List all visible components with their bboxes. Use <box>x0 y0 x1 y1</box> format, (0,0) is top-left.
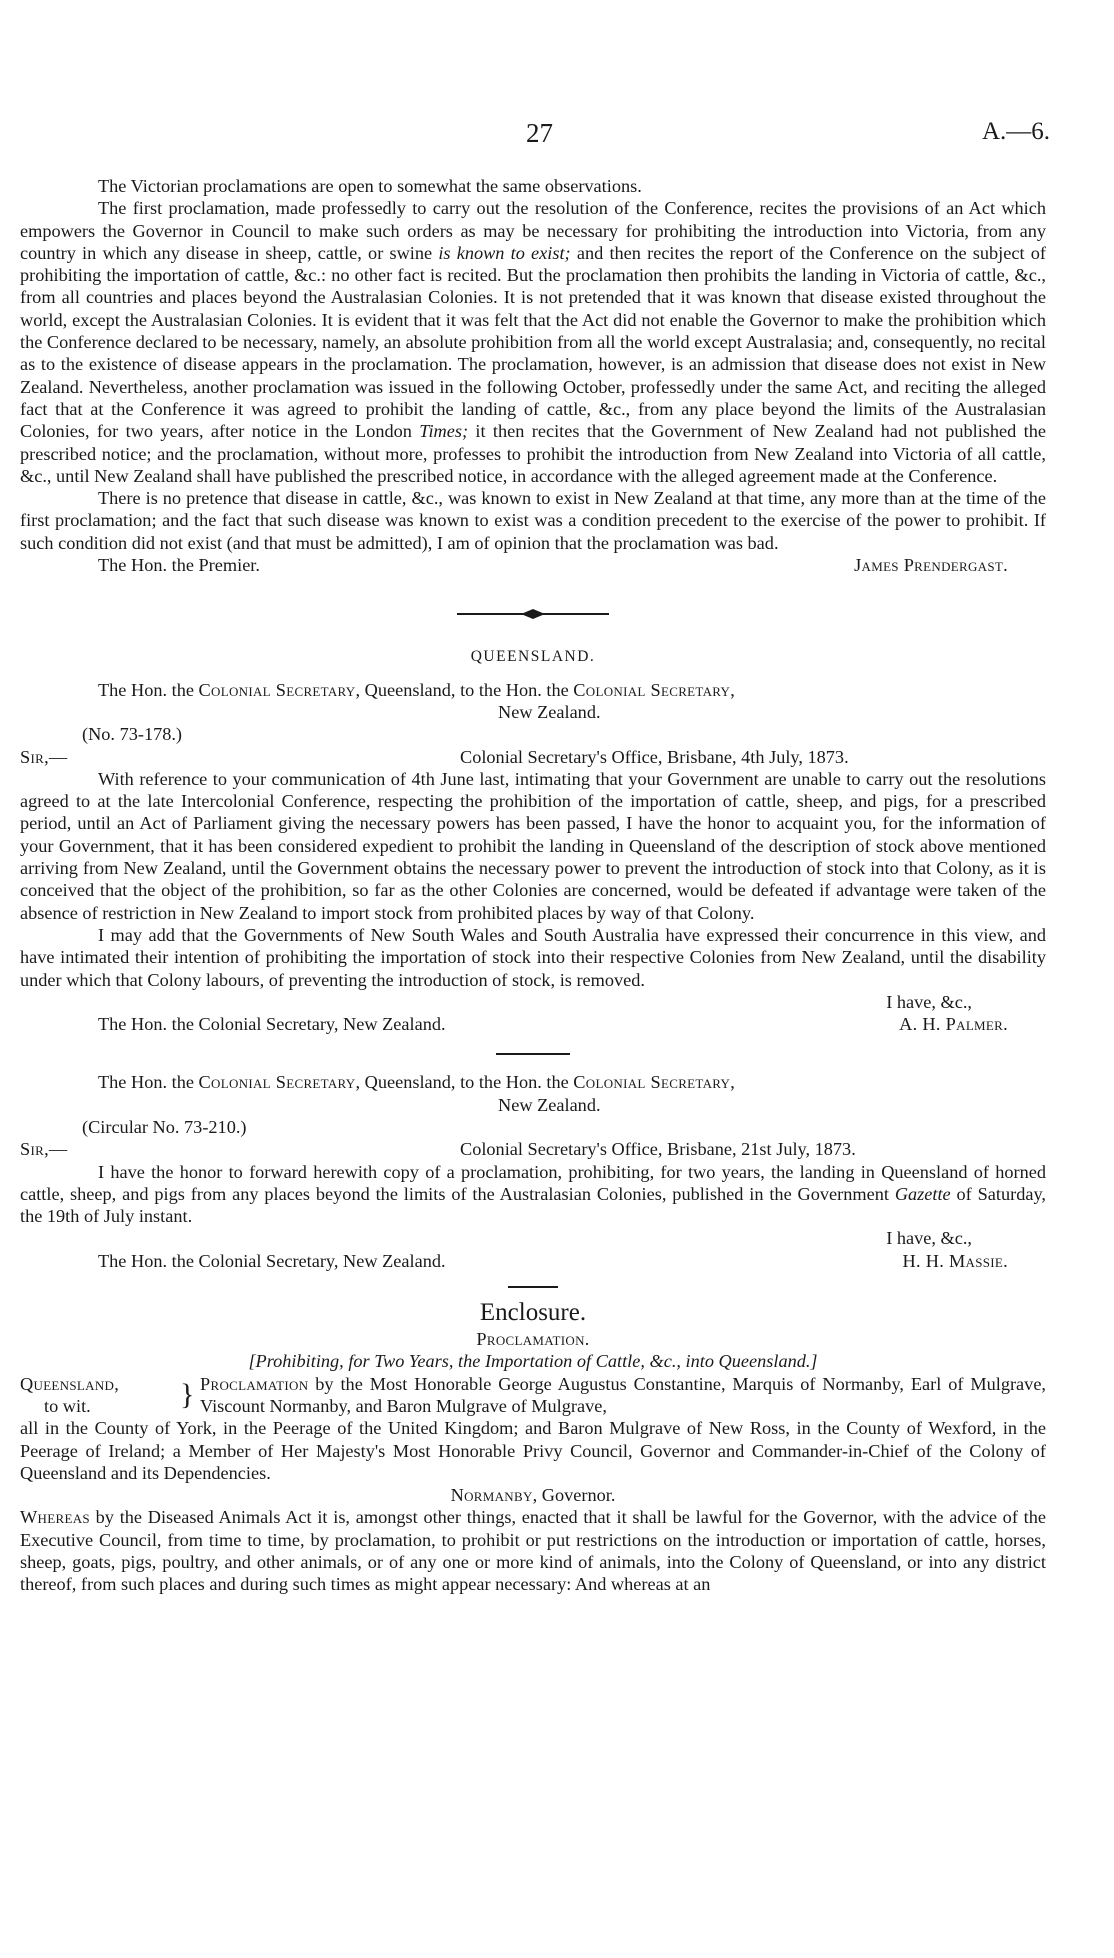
section-divider-ornament <box>20 608 1046 620</box>
letter-1-paragraph-2: I may add that the Governments of New South Wales and South Australia have expressed their concurrence in this view, and have intimated their intention of prohibiting the importation of stock into their respective Colonies from New Zealand, until the disability under which that Colony labours, of preventing the introduction of stock, is removed. <box>20 924 1046 990</box>
sc-run: Colonial Secretary <box>198 1072 356 1093</box>
salutation: Sir,— <box>20 746 68 767</box>
text-run: The Hon. the <box>98 679 199 700</box>
governor-line <box>20 1484 1046 1506</box>
signature: H. H. Massie. <box>902 1250 1008 1271</box>
text-run: by the Diseased Animals Act it is, amongst other things, enacted that it shall be lawful for the Governor, with the advice of the Executive Council, from time to time, by proclamation, to prohibit or put restrictions on the introduction or importation of cattle, horses, sheep, goats, pigs, poultry, and other animals, or of any one or more kind of animals, into the Colony of Queensland, or into any district thereof, from such places and during such times as might appear necessary: And whereas at an <box>20 1507 1046 1595</box>
page-header <box>0 118 1114 158</box>
text-run: by the Most Honorable George Augustus Constantine, Marquis of Normanby, Earl of Mulgrave, Viscount Normanby, and Baron Mulgrave of Mulgrave, <box>200 1373 1046 1416</box>
text-run: , Queensland, to the Hon. the <box>355 679 574 700</box>
victoria-signature-row <box>20 554 1046 576</box>
address-line-2: New Zealand. <box>498 701 601 722</box>
signature: James Prendergast. <box>854 555 1008 576</box>
jurisdiction-line-1: Queensland, <box>20 1373 120 1394</box>
address-line-2: New Zealand. <box>498 1094 601 1115</box>
letter-1-number: (No. 73-178.) <box>82 724 183 745</box>
text-run: it then recites that the Government of New Zealand had not published the prescribed notice; and the proclamation, without more, professes to prohibit the introduction from New Zealand into Victoria of all cattle, &c., until New Zealand shall have published the prescribed notice, in accordance with the alleged agreement made at the Conference. <box>20 421 1046 486</box>
jurisdiction-label <box>20 1373 180 1418</box>
addressee: The Hon. the Colonial Secretary, New Zealand. <box>98 1250 446 1271</box>
victoria-paragraph-2 <box>20 197 1046 487</box>
page-number: 27 <box>526 118 553 148</box>
letter-1-salutation-row <box>20 746 1046 768</box>
ornament-icon <box>457 608 609 620</box>
sc-run: Normanby <box>450 1485 533 1506</box>
text-run: , Governor. <box>532 1485 616 1506</box>
proclamation-opening-continued: all in the County of York, in the Peerage of the United Kingdom; and Baron Mulgrave of New Ross, in the County of Wexford, in the Peerage of Ireland; a Member of Her Majesty's Most Honorable Privy Council, Governor and Commander-in-Chief of the Colony of Queensland and its Dependencies. <box>20 1418 1046 1483</box>
letter-2-number: (Circular No. 73-210.) <box>82 1116 247 1137</box>
letter-2-signature-row <box>20 1250 1046 1272</box>
victoria-paragraph-1: The Victorian proclamations are open to somewhat the same observations. <box>98 176 642 196</box>
italic-run: is known to exist; <box>438 242 571 263</box>
section-title: QUEENSLAND. <box>470 648 596 666</box>
sc-run: Whereas <box>20 1507 90 1528</box>
text-run: , Queensland, to the Hon. the <box>355 1072 574 1093</box>
text-run: and then recites the report of the Conference on the subject of prohibiting the importation of cattle, &c.: no other fact is recited. But the proclamation then prohibits the landing in Victoria of cattle, &c., from all countries and places beyond the Australasian Colonies. It is not pretended that it was known that disease existed throughout the world, except the Australasian Colonies. It is evident that it was felt that the Act did not enable the Governor to make the prohibition which the Conference declared to be necessary, namely, an absolute prohibition from all the world except Australasia; and, consequently, no recital as to the existence of disease appears in the proclamation. The proclamation, however, is an admission that disease does not exist in New Zealand. Nevertheless, another proclamation was issued in the following October, professedly under the same Act, and reciting the alleged fact that at the Conference it was agreed to prohibit the landing of cattle, &c., from any place beyond the limits of the Australasian Colonies, for two years, after notice in the London <box>20 242 1046 442</box>
sc-run: Colonial Secretary <box>198 679 356 700</box>
proclamation-heading <box>20 1373 1046 1418</box>
text-run: The first proclamation, made professedly to carry out the resolution of the Conference, recites the provisions of an Act which empowers the Governor in Council to make such orders as may be necessary for prohibiting the introduction into Victoria, from any country in which any disease in sheep, cattle, or swine <box>20 198 1046 263</box>
brace-icon: } <box>180 1377 195 1411</box>
sc-run: Colonial Secretary <box>573 679 731 700</box>
letter-1-closing: I have, &c., <box>886 991 972 1012</box>
place-date: Colonial Secretary's Office, Brisbane, 21st July, 1873. <box>460 1139 856 1160</box>
letter-1-address <box>20 679 1046 724</box>
proclamation-subtitle: [Prohibiting, for Two Years, the Importation of Cattle, &c., into Queensland.] <box>248 1351 818 1372</box>
italic-run: Times; <box>419 421 469 442</box>
victoria-paragraph-3: There is no pretence that disease in cattle, &c., was known to exist in New Zealand at that time, any more than at the time of the first proclamation; and the fact that such disease was known to exist was a condition precedent to the exercise of the power to prohibit. If such condition did not exist (and that must be admitted), I am of opinion that the proclamation was bad. <box>20 488 1046 553</box>
letter-2-address <box>20 1071 1046 1116</box>
letter-2-closing: I have, &c., <box>886 1228 972 1249</box>
text-run: The Hon. the <box>98 1072 199 1093</box>
letter-2-salutation-row <box>20 1138 1046 1160</box>
proclamation-label: Proclamation. <box>476 1329 590 1350</box>
signature: A. H. Palmer. <box>899 1014 1008 1035</box>
enclosure-title: Enclosure. <box>479 1299 587 1327</box>
page-body <box>20 175 1046 1596</box>
letter-1-signature-row <box>20 1013 1046 1035</box>
text-run: of Saturday, the 19th of July instant. <box>20 1183 1046 1227</box>
letter-1-paragraph-1: With reference to your communication of 4th June last, intimating that your Government are unable to carry out the resolutions agreed to at the late Intercolonial Conference, respecting the prohibition of the importation of cattle, sheep, and pigs, for a prescribed period, until an Act of Parliament giving the necessary powers has been passed, I have the honor to acquaint you, for the information of your Government, that it has been considered expedient to prohibit the landing in Queensland of the description of stock above mentioned arriving from New Zealand, until the Government obtains the necessary power to prevent the introduction of stock into that Colony, as it is conceived that the object of the prohibition, so far as the other Colonies are concerned, would be defeated if advantage were taken of the absence of restriction in New Zealand to import stock from prohibited places by way of that Colony. <box>20 768 1046 923</box>
divider-rule <box>496 1053 570 1055</box>
divider-rule <box>508 1286 558 1288</box>
whereas-paragraph <box>20 1506 1046 1595</box>
sc-run: Proclamation <box>200 1373 309 1394</box>
text-run: , <box>730 679 735 700</box>
proclamation-opening <box>200 1373 1046 1418</box>
addressee: The Hon. the Premier. <box>98 555 260 576</box>
salutation: Sir,— <box>20 1139 68 1160</box>
jurisdiction-line-2: to wit. <box>44 1395 91 1416</box>
document-reference: A.—6. <box>981 118 1050 145</box>
letter-2-paragraph-1 <box>20 1161 1046 1228</box>
italic-run: Gazette <box>894 1183 951 1204</box>
place-date: Colonial Secretary's Office, Brisbane, 4th July, 1873. <box>460 746 849 767</box>
text-run: , <box>730 1072 735 1093</box>
text-run: I have the honor to forward herewith copy of a proclamation, prohibiting, for two years, the landing in Queensland of horned cattle, sheep, and pigs from any places beyond the limits of the Australasian Colonies, published in the Government <box>20 1161 1046 1204</box>
addressee: The Hon. the Colonial Secretary, New Zealand. <box>98 1014 446 1035</box>
sc-run: Colonial Secretary <box>573 1072 731 1093</box>
